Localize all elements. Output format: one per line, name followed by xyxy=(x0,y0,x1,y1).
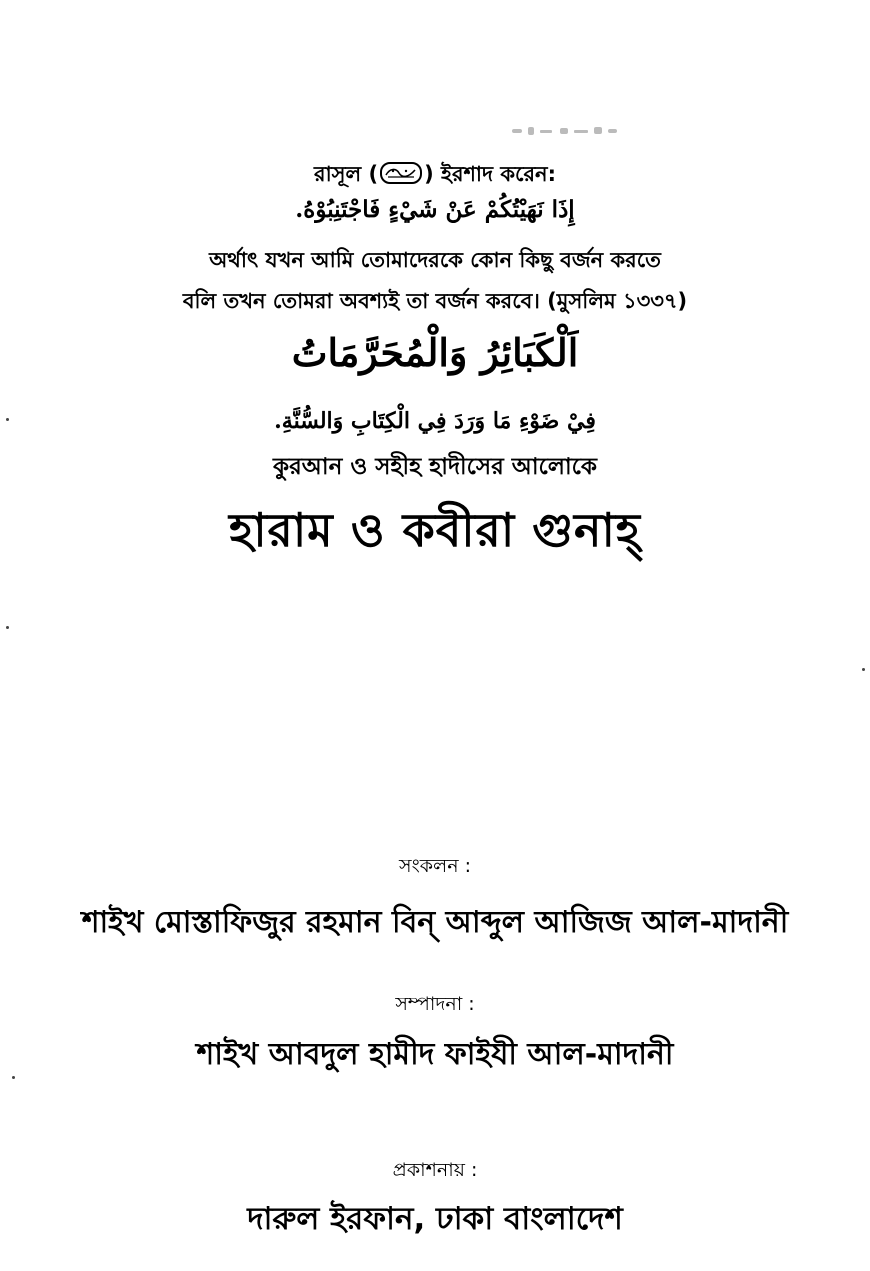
editing-label: সম্পাদনা : xyxy=(395,993,475,1015)
translation-line-1: অর্থাৎ যখন আমি তোমাদেরকে কোন কিছু বর্জন করতে xyxy=(209,248,661,272)
scan-speck xyxy=(6,626,9,629)
prophet-saying-intro xyxy=(0,158,870,193)
arabic-book-title: اَلْكَبَائِرُ وَالْمُحَرَّمَاتُ xyxy=(291,330,579,375)
publication-label: প্রকাশনায় : xyxy=(392,1159,478,1181)
main-book-title: হারাম ও কবীরা গুনাহ্ xyxy=(229,503,641,557)
compilation-label: সংকলন : xyxy=(399,855,471,877)
intro-before-text: রাসূল ( xyxy=(314,162,379,186)
publisher-name: দারুল ইরফান, ঢাকা বাংলাদেশ xyxy=(247,1201,623,1237)
faint-stamp-mark xyxy=(510,120,620,142)
arabic-subtitle: فِيْ ضَوْءِ مَا وَرَدَ فِي الْكِتَابِ وَالسُّنَّةِ. xyxy=(274,408,596,434)
translation-line-2: বলি তখন তোমরা অবশ্যই তা বর্জন করবে। (মুসলিম ১৩৩৭) xyxy=(182,289,688,313)
bengali-subtitle: কুরআন ও সহীহ হাদীসের আলোকে xyxy=(273,454,597,480)
editor-name: শাইখ আবদুল হামীদ ফাইযী আল-মাদানী xyxy=(196,1037,674,1072)
intro-after-text: ) ইরশাদ করেন: xyxy=(424,162,556,186)
salallahu-alaihi-wasallam-icon xyxy=(380,162,422,184)
hadith-arabic-text: إِذَا نَهَيْتُكُمْ عَنْ شَيْءٍ فَاجْتَنِبُوْهُ. xyxy=(295,196,575,223)
compiler-name: শাইখ মোস্তাফিজুর রহমান বিন্ আব্দুল আজিজ আল-মাদানী xyxy=(81,905,789,940)
scan-speck xyxy=(862,668,865,671)
